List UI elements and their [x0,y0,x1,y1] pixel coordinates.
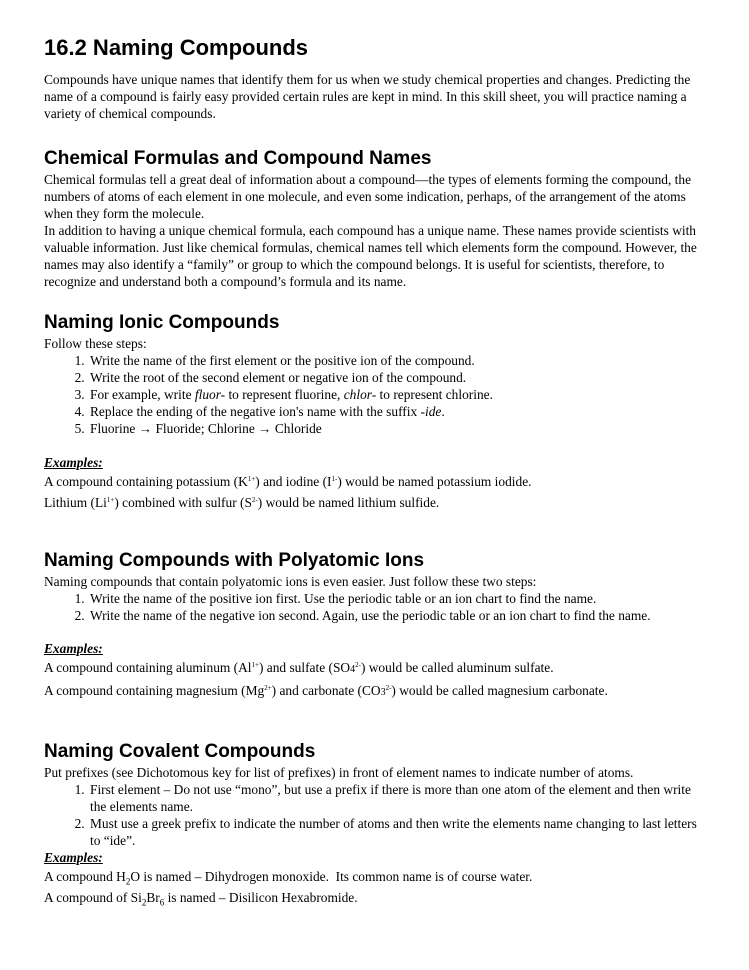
example-line [44,657,710,680]
text-run: ) would be named potassium iodide. [337,474,532,489]
example-line [44,492,710,513]
text-run: Lithium (Li [44,495,107,510]
ion-charge: 2- [355,661,361,669]
list-item [88,403,710,420]
section-naming-covalent [44,740,710,908]
section-lead: Put prefixes (see Dichotomous key for list of prefixes) in front of element names to indicate number of atoms. [44,765,634,780]
text-run: ) and sulfate (SO [258,660,351,675]
list-item: 5. Fluorine → Fluoride; Chlorine → Chloride [88,420,710,437]
text-run: Replace the ending of the negative ion's name with the suffix [90,404,421,419]
atom-subscript: 2 [141,897,147,908]
section-lead: Follow these steps: [44,336,147,351]
text-run: ) combined with sulfur (S [114,495,252,510]
text-run: O is named – Dihydrogen monoxide. Its common name is of course water. [130,869,533,884]
section-naming-ionic [44,311,710,513]
list-item: 2. Write the root of the second element or negative ion of the compound. [88,369,710,386]
text-run: ) would be called aluminum sulfate. [360,660,554,675]
text-run: . [441,404,445,419]
ion-charge: 2+ [264,684,272,692]
text-run: ) would be called magnesium carbonate. [391,683,608,698]
text-run: A compound containing aluminum (Al [44,660,252,675]
ion-subscript: 4 [350,664,356,675]
section-heading: Chemical Formulas and Compound Names [44,148,432,169]
section-polyatomic-ions [44,549,710,703]
section-heading: Naming Ionic Compounds [44,312,280,333]
text-run: Br [146,890,160,905]
list-item: 2. Must use a greek prefix to indicate the number of atoms and then write the elements name changing to last letters to “ide”. [88,815,710,849]
ion-charge: 1+ [106,496,115,504]
ion-subscript: 3 [380,687,386,698]
steps-list [44,781,710,849]
examples-label: Examples: [44,455,103,470]
text-run: to represent fluorine, [225,387,344,402]
steps-list [44,590,710,624]
text-run: A compound H [44,869,126,884]
section-paragraph: Chemical formulas tell a great deal of information about a compound—the types of elements forming the compound, the numbers of atoms of each element in one molecule, and even some indication, perhaps, of the arrangement of the atoms when they form the molecule. [44,172,692,221]
list-item: 2. Write the name of the negative ion second. Again, use the periodic table or an ion chart to find the name. [88,607,710,624]
example-line [44,471,710,492]
atom-subscript: 2 [125,876,131,887]
section-heading: Naming Covalent Compounds [44,741,316,762]
text-run: chlor- [343,387,377,402]
text-run: A compound of Si [44,890,142,905]
examples-label: Examples: [44,641,103,656]
section-chemical-formulas [44,147,710,290]
example-line [44,866,710,887]
text-run: is named – Disilicon Hexabromide. [164,890,358,905]
ion-charge: 2- [385,684,392,692]
text-run: ) and carbonate (CO [271,683,381,698]
text-run: For example, write [90,387,195,402]
text-run: A compound containing potassium (K [44,474,248,489]
document-page [44,34,710,908]
ion-charge: 1+ [251,661,259,669]
list-item: 1. Write the name of the first element or the positive ion of the compound. [88,352,710,369]
examples-label: Examples: [44,850,103,865]
steps-list [44,352,710,437]
text-run: fluor- [194,387,226,402]
ion-charge: 1+ [247,475,256,483]
page-title: 16.2 Naming Compounds [44,35,309,60]
list-item: 1. Write the name of the positive ion first. Use the periodic table or an ion chart to find the name. [88,590,710,607]
section-paragraph: In addition to having a unique chemical formula, each compound has a unique name. These names provide scientists with valuable information. Just like chemical formulas, chemical names tell which elements form the compound. However, the names may also identify a “family” or group to which the compound belongs. It is useful for scientists, therefore, to recognize and understand both a compound’s formula and its name. [44,223,697,289]
atom-subscript: 6 [159,897,165,908]
text-run: -ide [420,404,442,419]
section-heading: Naming Compounds with Polyatomic Ions [44,550,425,571]
text-run: ) and iodine (I [255,474,332,489]
intro-paragraph: Compounds have unique names that identify them for us when we study chemical properties and changes. Predicting the name of a compound is fairly easy provided certain rules are kept in mind. In this skill sheet, you will practice naming a variety of chemical compounds. [44,72,691,121]
ion-charge: 2- [251,496,258,504]
list-item [88,386,710,403]
example-line [44,887,710,908]
section-lead: Naming compounds that contain polyatomic ions is even easier. Just follow these two steps: [44,574,537,589]
ion-charge: 1- [331,475,338,483]
text-run: A compound containing magnesium (Mg [44,683,265,698]
text-run: ) would be named lithium sulfide. [257,495,440,510]
example-line [44,680,710,703]
list-item: 1. First element – Do not use “mono”, but use a prefix if there is more than one atom of the element and then write the elements name. [88,781,710,815]
text-run: to represent chlorine. [376,387,493,402]
